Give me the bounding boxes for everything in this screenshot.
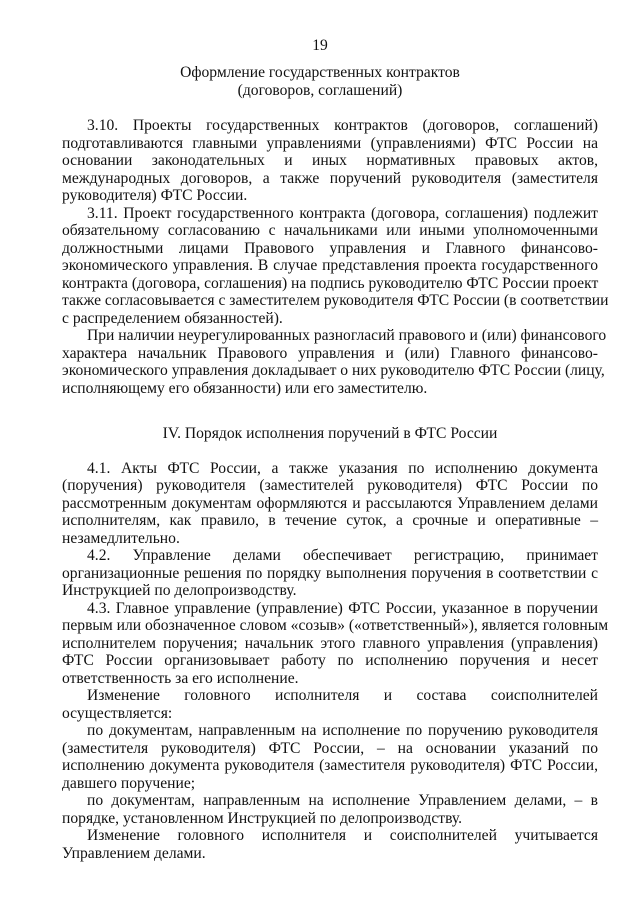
paragraph-line: исполнителем поручения; начальник этого главного управления (управления) <box>62 634 598 652</box>
paragraph-line: с распределением обязанностей). <box>62 309 283 327</box>
paragraph <box>62 599 609 688</box>
paragraph-line: исполняющему его обязанности) или его заместителю. <box>62 379 428 397</box>
paragraph-line: (поручения) руководителя (заместителей руководителя) ФТС России по <box>62 477 598 494</box>
paragraph-line: При наличии неурегулированных разногласий правового и (или) финансового <box>87 327 607 344</box>
paragraph-line: экономического управления докладывает о них руководителю ФТС России (лицу, <box>62 362 605 379</box>
paragraph-line: Управлением делами. <box>62 844 206 862</box>
paragraph-line: также согласовывается с заместителем руководителя ФТС России (в соответствии <box>62 292 609 309</box>
paragraph-line: давшего поручение; <box>62 774 196 792</box>
paragraph <box>62 792 598 827</box>
paragraph-line: обязательному согласованию с начальниками или иными уполномоченными <box>62 222 598 239</box>
paragraph-line: должностными лицами Правового управления и Главного финансово- <box>62 239 598 257</box>
paragraph <box>62 547 598 600</box>
paragraph-line: подготавливаются главными управлениями (управлениями) ФТС России на <box>62 134 598 152</box>
paragraph <box>62 687 598 722</box>
section-title <box>0 64 640 99</box>
paragraph-line: руководителя) ФТС России. <box>62 187 248 204</box>
paragraph <box>62 204 609 328</box>
paragraph-line: экономического управления. В случае представления проекта государственного <box>62 257 598 274</box>
paragraph-line: характера начальник Правового управления и (или) Главного финансово- <box>62 344 598 362</box>
page-number: 19 <box>312 37 328 54</box>
paragraph-line: Изменение головного исполнителя и соисполнителей учитывается <box>87 827 598 844</box>
paragraph-line: основании законодательных и иных нормативных правовых актов, <box>62 152 598 169</box>
paragraph-line: контракта (договора, соглашения) на подпись руководителю ФТС России проект <box>62 274 599 292</box>
section-title-line: Оформление государственных контрактов <box>180 64 460 81</box>
paragraph-line: организационные решения по порядку выполнения поручения в соответствии с <box>62 564 598 582</box>
paragraph-line: исполнению документа руководителя (заместителя руководителя) ФТС России, <box>62 757 598 774</box>
paragraph-line: осуществляется: <box>62 704 173 722</box>
paragraph-line: международных договоров, а также поручений руководителя (заместителя <box>62 169 598 187</box>
paragraph-line: 3.11. Проект государственного контракта (договора, соглашения) подлежит <box>87 204 598 222</box>
paragraph-line: Инструкцией по делопроизводству. <box>62 582 297 599</box>
paragraph <box>62 827 598 862</box>
paragraph-line: рассмотренным документам оформляются и рассылаются Управлением делами <box>62 494 598 512</box>
paragraph-line: 3.10. Проекты государственных контрактов (договоров, соглашений) <box>87 117 598 134</box>
paragraph-line: Изменение головного исполнителя и состава соисполнителей <box>87 687 598 704</box>
paragraph <box>62 722 598 792</box>
paragraph-line: по документам, направленным на исполнение Управлением делами, – в <box>87 792 598 809</box>
paragraph-line: порядке, установленном Инструкцией по делопроизводству. <box>62 809 463 827</box>
chapter-heading: IV. Порядок исполнения поручений в ФТС России <box>162 424 498 442</box>
paragraph-line: исполнителям, как правило, в течение суток, а срочные и оперативные – <box>62 512 598 529</box>
paragraph <box>62 327 607 397</box>
paragraph-line: 4.2. Управление делами обеспечивает регистрацию, принимает <box>87 547 598 564</box>
paragraph-line: 4.1. Акты ФТС России, а также указания по исполнению документа <box>87 459 598 477</box>
section-title-line: (договоров, соглашений) <box>237 81 403 99</box>
paragraph-line: ФТС России организовывает работу по исполнению поручения и несет <box>62 652 598 669</box>
document-body <box>62 117 609 862</box>
paragraph-line: ответственность за его исполнение. <box>62 669 299 687</box>
paragraph-line: по документам, направленным на исполнение по поручению руководителя <box>87 722 598 739</box>
paragraph-line: 4.3. Главное управление (управление) ФТС России, указанное в поручении <box>87 599 598 617</box>
paragraph <box>62 117 598 205</box>
paragraph <box>62 460 598 548</box>
paragraph-line: первым или обозначенное словом «созыв» («ответственный»), является головным <box>62 617 609 634</box>
paragraph-line: (заместителя руководителя) ФТС России, – на основании указаний по <box>62 739 598 757</box>
paragraph-line: незамедлительно. <box>62 529 180 547</box>
